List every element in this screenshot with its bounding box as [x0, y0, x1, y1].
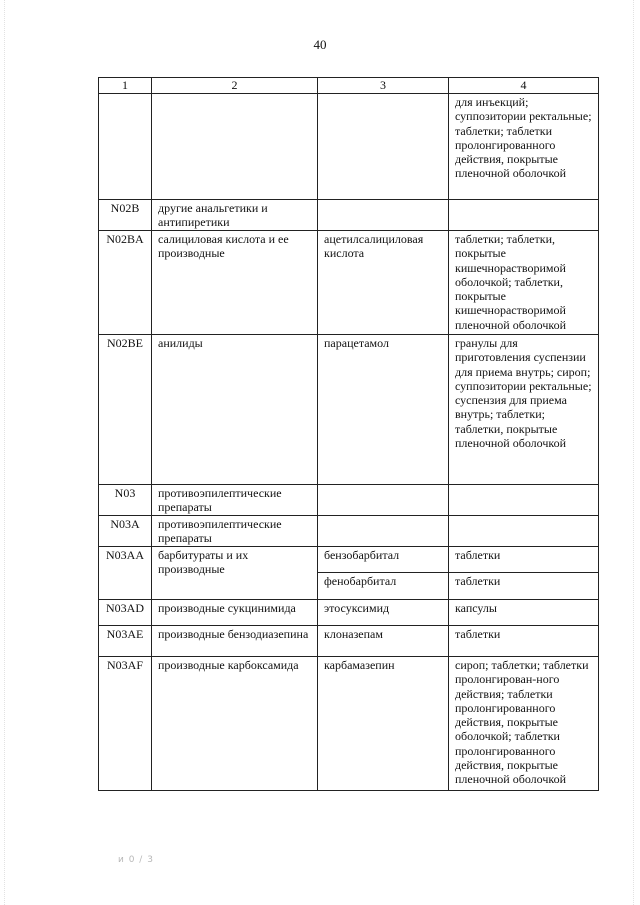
table-header-row: [99, 78, 599, 94]
row-substance: [318, 200, 449, 231]
row-code: N03AE: [99, 626, 152, 657]
row-group: другие анальгетики и антипиретики: [152, 200, 318, 231]
table-row: [99, 657, 599, 791]
row-forms: таблетки: [449, 573, 599, 600]
row-forms: гранулы для приготовления суспензии для приема внутрь; сироп; суппозитории ректальные; суспензия для приема внутрь; таблетки; таблетки, покрытые пленочной оболочкой: [449, 335, 599, 485]
row-substance: [318, 516, 449, 547]
row-substance: парацетамол: [318, 335, 449, 485]
row-code: N03A: [99, 516, 152, 547]
medicines-table: [98, 77, 599, 791]
table-row: [99, 231, 599, 335]
row-code: N03AD: [99, 600, 152, 626]
table-row: [99, 335, 599, 485]
page-number: 40: [313, 37, 327, 52]
left-edge-dots: [4, 0, 7, 905]
row-substance: ацетилсалициловая кислота: [318, 231, 449, 335]
right-edge-dots: [633, 0, 636, 905]
row-group: противоэпилептические препараты: [152, 516, 318, 547]
row-forms: таблетки; таблетки, покрытые кишечнорастворимой оболочкой; таблетки, покрытые кишечнорастворимой пленочной оболочкой: [449, 231, 599, 335]
column-header-3: 3: [318, 78, 449, 94]
footer-mark: и 0 / 3: [118, 855, 154, 865]
row-group: производные сукцинимида: [152, 600, 318, 626]
row-group: противоэпилептические препараты: [152, 485, 318, 516]
row-forms: [449, 200, 599, 231]
column-header-2: 2: [152, 78, 318, 94]
row-substance: бензобарбитал: [318, 547, 449, 573]
row-code: N02BA: [99, 231, 152, 335]
row-group: [152, 94, 318, 200]
row-group: производные карбоксамида: [152, 657, 318, 791]
row-forms: сироп; таблетки; таблетки пролонгирован-ного действия; таблетки пролонгированного действия, покрытые оболочкой; таблетки пролонгированного действия, покрытые пленочной оболочкой: [449, 657, 599, 791]
row-forms: таблетки: [449, 626, 599, 657]
row-group: салициловая кислота и ее производные: [152, 231, 318, 335]
column-header-1: 1: [99, 78, 152, 94]
row-substance: [318, 485, 449, 516]
column-header-4: 4: [449, 78, 599, 94]
row-substance: [318, 94, 449, 200]
row-code: N03: [99, 485, 152, 516]
row-substance: карбамазепин: [318, 657, 449, 791]
table-row: [99, 626, 599, 657]
table-row: [99, 547, 599, 573]
row-substance: клоназепам: [318, 626, 449, 657]
table-row: [99, 516, 599, 547]
row-group: анилиды: [152, 335, 318, 485]
row-substance: фенобарбитал: [318, 573, 449, 600]
table-row: [99, 485, 599, 516]
row-forms: [449, 516, 599, 547]
row-code: N02BE: [99, 335, 152, 485]
row-forms: капсулы: [449, 600, 599, 626]
row-code: N03AF: [99, 657, 152, 791]
row-code: N02B: [99, 200, 152, 231]
row-forms: для инъекций; суппозитории ректальные; таблетки; таблетки пролонгированного действия, покрытые пленочной оболочкой: [449, 94, 599, 200]
row-substance: этосуксимид: [318, 600, 449, 626]
row-code: N03AA: [99, 547, 152, 600]
table-row: [99, 94, 599, 200]
row-group: барбитураты и их производные: [152, 547, 318, 600]
row-code: [99, 94, 152, 200]
row-forms: [449, 485, 599, 516]
row-group: производные бензодиазепина: [152, 626, 318, 657]
table-row: [99, 600, 599, 626]
table-row: [99, 200, 599, 231]
row-forms: таблетки: [449, 547, 599, 573]
